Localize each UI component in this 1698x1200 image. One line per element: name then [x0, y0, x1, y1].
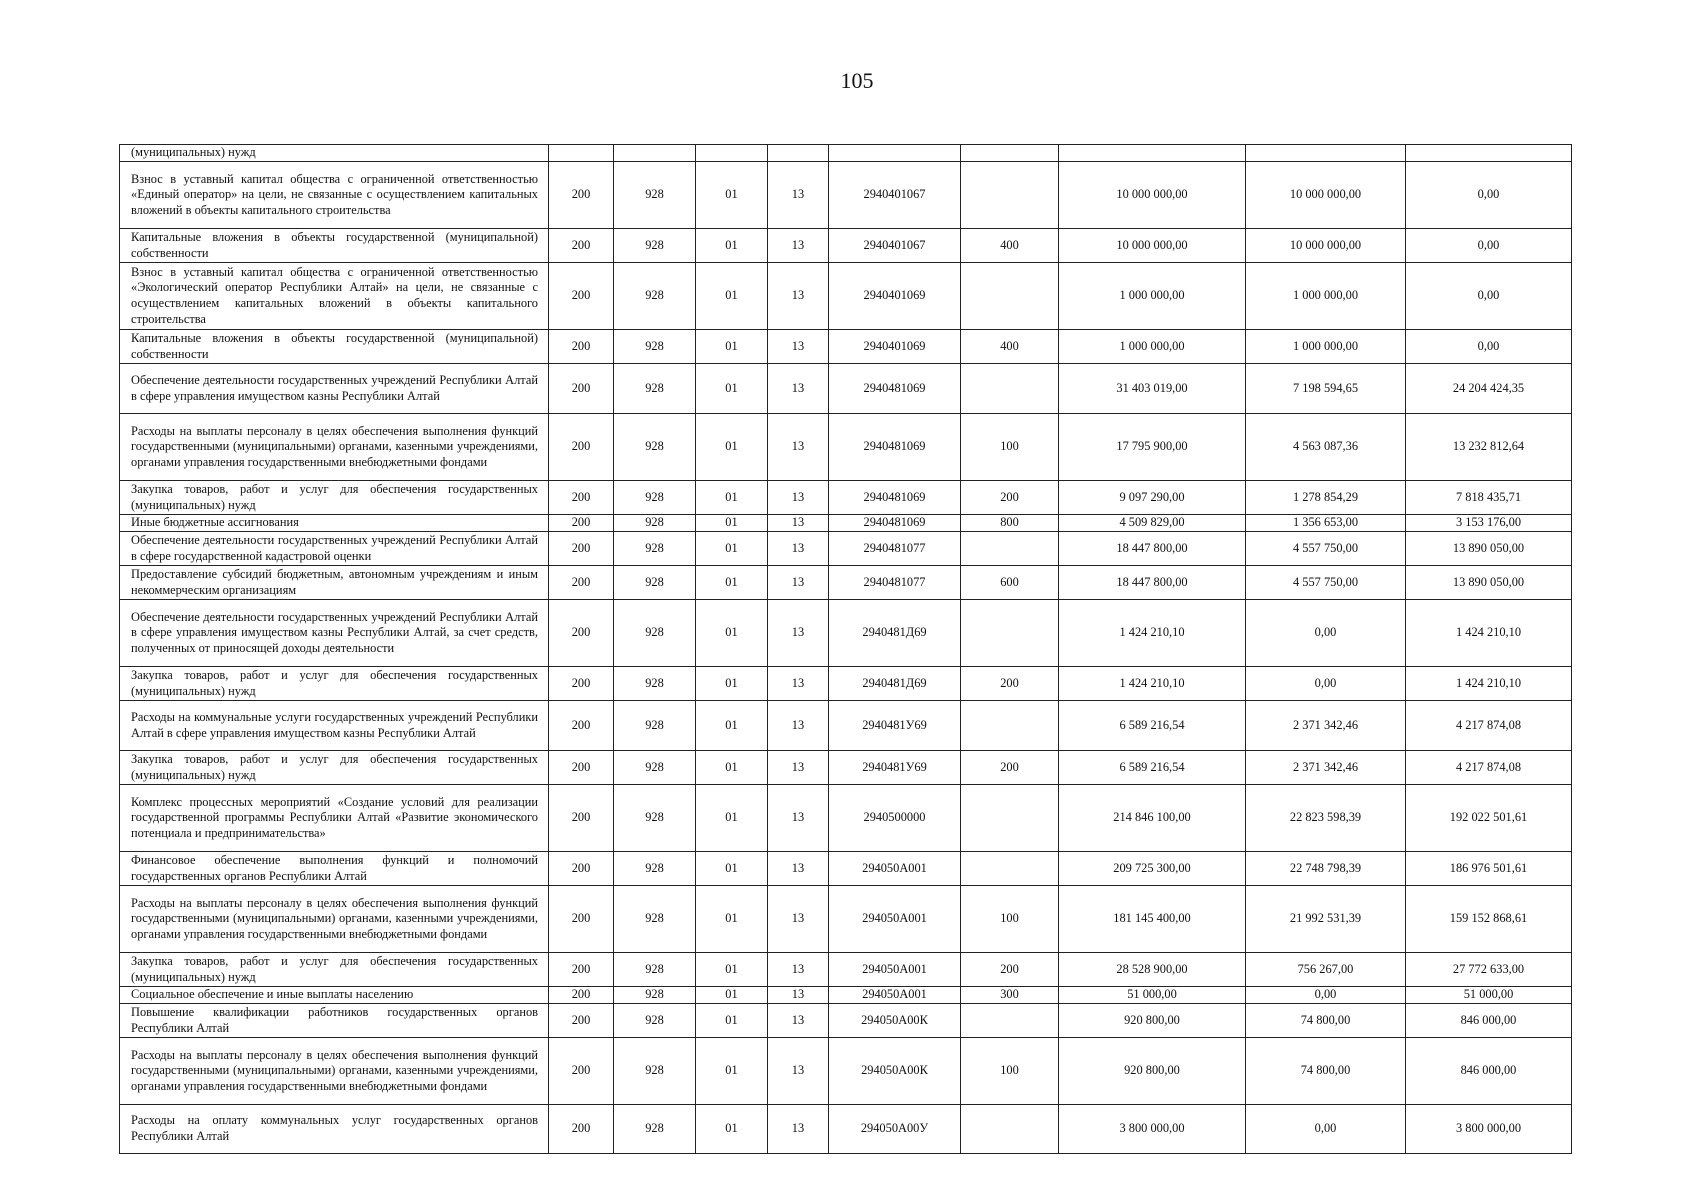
cell-expense-type: [961, 701, 1059, 751]
cell-subsection: 13: [768, 330, 829, 364]
cell-year2: 1 424 210,10: [1406, 600, 1572, 667]
cell-expense-type: 400: [961, 229, 1059, 263]
cell-year2: 27 772 633,00: [1406, 953, 1572, 987]
cell-year2: 0,00: [1406, 162, 1572, 229]
cell-target-article: 294050А001: [829, 886, 961, 953]
cell-name: Повышение квалификации работников государственных органов Республики Алтай: [120, 1004, 549, 1038]
cell-subsection: 13: [768, 263, 829, 330]
cell-target-article: 2940481У69: [829, 751, 961, 785]
cell-total: 209 725 300,00: [1059, 852, 1246, 886]
cell-subsection: 13: [768, 515, 829, 532]
cell-year2: 13 890 050,00: [1406, 566, 1572, 600]
cell-admin-code: [549, 145, 614, 162]
cell-admin-code: 200: [549, 330, 614, 364]
cell-target-article: 2940481Д69: [829, 667, 961, 701]
cell-section: [696, 145, 768, 162]
cell-year1: 756 267,00: [1246, 953, 1406, 987]
cell-year1: 1 000 000,00: [1246, 263, 1406, 330]
cell-total: 17 795 900,00: [1059, 414, 1246, 481]
cell-subsection: 13: [768, 701, 829, 751]
cell-year1: 0,00: [1246, 1105, 1406, 1154]
cell-admin-code: 200: [549, 515, 614, 532]
cell-admin-code: 200: [549, 263, 614, 330]
cell-section: 01: [696, 886, 768, 953]
cell-admin-code: 200: [549, 1004, 614, 1038]
table-row: [120, 886, 1572, 953]
cell-expense-type: 200: [961, 481, 1059, 515]
cell-target-article: 294050А00К: [829, 1038, 961, 1105]
cell-subsection: 13: [768, 785, 829, 852]
cell-name: (муниципальных) нужд: [120, 145, 549, 162]
table-row: [120, 701, 1572, 751]
cell-admin-code: 200: [549, 852, 614, 886]
cell-subsection: 13: [768, 667, 829, 701]
cell-total: 214 846 100,00: [1059, 785, 1246, 852]
cell-year2: 1 424 210,10: [1406, 667, 1572, 701]
cell-admin-code: 200: [549, 1038, 614, 1105]
cell-name: Расходы на выплаты персоналу в целях обеспечения выполнения функций государственными (муниципальными) органами, казенными учреждениями, органами управления государственными внебюджетными фондами: [120, 1038, 549, 1105]
cell-expense-type: 300: [961, 987, 1059, 1004]
cell-ministry-code: 928: [614, 667, 696, 701]
cell-ministry-code: 928: [614, 515, 696, 532]
cell-section: 01: [696, 263, 768, 330]
cell-year2: 13 890 050,00: [1406, 532, 1572, 566]
cell-year1: 0,00: [1246, 987, 1406, 1004]
table-row: [120, 145, 1572, 162]
cell-target-article: 2940401069: [829, 263, 961, 330]
cell-section: 01: [696, 953, 768, 987]
cell-target-article: 294050А00У: [829, 1105, 961, 1154]
cell-section: 01: [696, 566, 768, 600]
cell-year2: 0,00: [1406, 330, 1572, 364]
cell-total: 6 589 216,54: [1059, 701, 1246, 751]
table-row: [120, 600, 1572, 667]
cell-section: 01: [696, 701, 768, 751]
cell-total: 18 447 800,00: [1059, 532, 1246, 566]
cell-name: Взнос в уставный капитал общества с ограниченной ответственностью «Экологический оператор Республики Алтай» на цели, не связанные с осуществлением капитальных вложений в объекты капитального строительства: [120, 263, 549, 330]
cell-expense-type: 400: [961, 330, 1059, 364]
table-row: [120, 1105, 1572, 1154]
cell-expense-type: 800: [961, 515, 1059, 532]
cell-admin-code: 200: [549, 532, 614, 566]
cell-subsection: 13: [768, 229, 829, 263]
table-row: [120, 263, 1572, 330]
cell-name: Расходы на выплаты персоналу в целях обеспечения выполнения функций государственными (муниципальными) органами, казенными учреждениями, органами управления государственными внебюджетными фондами: [120, 886, 549, 953]
cell-target-article: [829, 145, 961, 162]
cell-target-article: 294050А00К: [829, 1004, 961, 1038]
cell-expense-type: 100: [961, 886, 1059, 953]
cell-admin-code: 200: [549, 667, 614, 701]
cell-expense-type: [961, 1105, 1059, 1154]
table-row: [120, 1004, 1572, 1038]
cell-subsection: 13: [768, 751, 829, 785]
cell-expense-type: [961, 785, 1059, 852]
table-row: [120, 229, 1572, 263]
table-row: [120, 852, 1572, 886]
cell-admin-code: 200: [549, 785, 614, 852]
cell-year1: 10 000 000,00: [1246, 162, 1406, 229]
cell-subsection: 13: [768, 600, 829, 667]
cell-name: Взнос в уставный капитал общества с ограниченной ответственностью «Единый оператор» на цели, не связанные с осуществлением капитальных вложений в объекты капитального строительства: [120, 162, 549, 229]
cell-admin-code: 200: [549, 886, 614, 953]
cell-target-article: 2940401069: [829, 330, 961, 364]
cell-section: 01: [696, 515, 768, 532]
cell-ministry-code: 928: [614, 785, 696, 852]
cell-name: Иные бюджетные ассигнования: [120, 515, 549, 532]
cell-admin-code: 200: [549, 1105, 614, 1154]
page-number: 105: [840, 68, 874, 93]
cell-subsection: 13: [768, 364, 829, 414]
cell-expense-type: 200: [961, 667, 1059, 701]
cell-name: Обеспечение деятельности государственных учреждений Республики Алтай в сфере управления имуществом казны Республики Алтай, за счет средств, полученных от приносящей доходы деятельности: [120, 600, 549, 667]
table-row: [120, 1038, 1572, 1105]
cell-name: Комплекс процессных мероприятий «Создание условий для реализации государственной программы Республики Алтай «Развитие экономического потенциала и предпринимательства»: [120, 785, 549, 852]
cell-ministry-code: 928: [614, 330, 696, 364]
cell-year2: 13 232 812,64: [1406, 414, 1572, 481]
cell-expense-type: [961, 364, 1059, 414]
table-row: [120, 515, 1572, 532]
cell-ministry-code: 928: [614, 1105, 696, 1154]
cell-subsection: 13: [768, 532, 829, 566]
cell-year1: 74 800,00: [1246, 1004, 1406, 1038]
cell-admin-code: 200: [549, 953, 614, 987]
cell-year1: 4 563 087,36: [1246, 414, 1406, 481]
cell-year1: 21 992 531,39: [1246, 886, 1406, 953]
cell-year1: 1 356 653,00: [1246, 515, 1406, 532]
budget-table: [119, 144, 1572, 1154]
cell-ministry-code: 928: [614, 414, 696, 481]
cell-target-article: 2940401067: [829, 162, 961, 229]
cell-admin-code: 200: [549, 566, 614, 600]
cell-year2: 846 000,00: [1406, 1004, 1572, 1038]
cell-section: 01: [696, 1004, 768, 1038]
table-body: [120, 145, 1572, 1154]
table-row: [120, 751, 1572, 785]
cell-total: 31 403 019,00: [1059, 364, 1246, 414]
cell-expense-type: 200: [961, 751, 1059, 785]
cell-target-article: 2940481069: [829, 414, 961, 481]
cell-year1: 1 000 000,00: [1246, 330, 1406, 364]
cell-total: 28 528 900,00: [1059, 953, 1246, 987]
cell-ministry-code: 928: [614, 229, 696, 263]
cell-ministry-code: 928: [614, 566, 696, 600]
cell-year2: [1406, 145, 1572, 162]
cell-total: 1 424 210,10: [1059, 600, 1246, 667]
cell-section: 01: [696, 414, 768, 481]
cell-year2: 192 022 501,61: [1406, 785, 1572, 852]
cell-expense-type: [961, 162, 1059, 229]
cell-subsection: 13: [768, 1004, 829, 1038]
cell-year1: 4 557 750,00: [1246, 532, 1406, 566]
cell-total: 9 097 290,00: [1059, 481, 1246, 515]
cell-year2: 0,00: [1406, 229, 1572, 263]
table-row: [120, 785, 1572, 852]
cell-total: 920 800,00: [1059, 1004, 1246, 1038]
cell-subsection: 13: [768, 886, 829, 953]
cell-subsection: 13: [768, 566, 829, 600]
cell-section: 01: [696, 751, 768, 785]
cell-ministry-code: 928: [614, 852, 696, 886]
cell-target-article: 294050А001: [829, 852, 961, 886]
cell-admin-code: 200: [549, 229, 614, 263]
cell-name: Закупка товаров, работ и услуг для обеспечения государственных (муниципальных) нужд: [120, 751, 549, 785]
cell-name: Предоставление субсидий бюджетным, автономным учреждениям и иным некоммерческим организациям: [120, 566, 549, 600]
cell-subsection: 13: [768, 1038, 829, 1105]
cell-section: 01: [696, 1038, 768, 1105]
cell-year2: 846 000,00: [1406, 1038, 1572, 1105]
cell-section: 01: [696, 1105, 768, 1154]
cell-expense-type: [961, 1004, 1059, 1038]
cell-subsection: 13: [768, 852, 829, 886]
cell-total: 3 800 000,00: [1059, 1105, 1246, 1154]
cell-subsection: 13: [768, 162, 829, 229]
cell-target-article: 2940481069: [829, 481, 961, 515]
table-row: [120, 330, 1572, 364]
cell-ministry-code: 928: [614, 1004, 696, 1038]
cell-year2: 51 000,00: [1406, 987, 1572, 1004]
cell-ministry-code: [614, 145, 696, 162]
cell-subsection: 13: [768, 987, 829, 1004]
cell-admin-code: 200: [549, 987, 614, 1004]
cell-total: 10 000 000,00: [1059, 229, 1246, 263]
cell-year1: 10 000 000,00: [1246, 229, 1406, 263]
cell-year1: 0,00: [1246, 667, 1406, 701]
cell-name: Закупка товаров, работ и услуг для обеспечения государственных (муниципальных) нужд: [120, 953, 549, 987]
cell-name: Социальное обеспечение и иные выплаты населению: [120, 987, 549, 1004]
cell-name: Закупка товаров, работ и услуг для обеспечения государственных (муниципальных) нужд: [120, 667, 549, 701]
cell-name: Капитальные вложения в объекты государственной (муниципальной) собственности: [120, 229, 549, 263]
cell-expense-type: [961, 532, 1059, 566]
cell-section: 01: [696, 600, 768, 667]
cell-ministry-code: 928: [614, 751, 696, 785]
cell-total: 1 000 000,00: [1059, 263, 1246, 330]
cell-name: Расходы на оплату коммунальных услуг государственных органов Республики Алтай: [120, 1105, 549, 1154]
cell-year1: 22 748 798,39: [1246, 852, 1406, 886]
cell-year1: 4 557 750,00: [1246, 566, 1406, 600]
cell-total: 181 145 400,00: [1059, 886, 1246, 953]
cell-name: Обеспечение деятельности государственных учреждений Республики Алтай в сфере управления имуществом казны Республики Алтай: [120, 364, 549, 414]
cell-section: 01: [696, 987, 768, 1004]
cell-section: 01: [696, 667, 768, 701]
cell-name: Капитальные вложения в объекты государственной (муниципальной) собственности: [120, 330, 549, 364]
cell-total: 920 800,00: [1059, 1038, 1246, 1105]
cell-admin-code: 200: [549, 162, 614, 229]
cell-name: Расходы на коммунальные услуги государственных учреждений Республики Алтай в сфере управления имуществом казны Республики Алтай: [120, 701, 549, 751]
cell-year2: 3 800 000,00: [1406, 1105, 1572, 1154]
cell-ministry-code: 928: [614, 481, 696, 515]
table-row: [120, 481, 1572, 515]
cell-expense-type: [961, 852, 1059, 886]
cell-year1: 22 823 598,39: [1246, 785, 1406, 852]
cell-total: 4 509 829,00: [1059, 515, 1246, 532]
cell-target-article: 2940481077: [829, 532, 961, 566]
cell-total: 1 000 000,00: [1059, 330, 1246, 364]
table-row: [120, 987, 1572, 1004]
cell-section: 01: [696, 364, 768, 414]
cell-admin-code: 200: [549, 364, 614, 414]
cell-target-article: 2940481Д69: [829, 600, 961, 667]
cell-target-article: 2940481077: [829, 566, 961, 600]
cell-subsection: 13: [768, 953, 829, 987]
cell-subsection: [768, 145, 829, 162]
table-row: [120, 667, 1572, 701]
cell-expense-type: 200: [961, 953, 1059, 987]
cell-admin-code: 200: [549, 600, 614, 667]
cell-section: 01: [696, 785, 768, 852]
cell-name: Обеспечение деятельности государственных учреждений Республики Алтай в сфере государственной кадастровой оценки: [120, 532, 549, 566]
cell-section: 01: [696, 532, 768, 566]
cell-total: 6 589 216,54: [1059, 751, 1246, 785]
cell-target-article: 294050А001: [829, 987, 961, 1004]
cell-year2: 159 152 868,61: [1406, 886, 1572, 953]
cell-name: Финансовое обеспечение выполнения функций и полномочий государственных органов Республики Алтай: [120, 852, 549, 886]
cell-expense-type: 600: [961, 566, 1059, 600]
cell-target-article: 2940481У69: [829, 701, 961, 751]
table-row: [120, 414, 1572, 481]
cell-section: 01: [696, 852, 768, 886]
cell-year2: 3 153 176,00: [1406, 515, 1572, 532]
cell-ministry-code: 928: [614, 1038, 696, 1105]
cell-name: Закупка товаров, работ и услуг для обеспечения государственных (муниципальных) нужд: [120, 481, 549, 515]
cell-target-article: 294050А001: [829, 953, 961, 987]
cell-expense-type: 100: [961, 1038, 1059, 1105]
cell-year1: 1 278 854,29: [1246, 481, 1406, 515]
cell-year2: 24 204 424,35: [1406, 364, 1572, 414]
cell-target-article: 2940401067: [829, 229, 961, 263]
cell-ministry-code: 928: [614, 364, 696, 414]
cell-target-article: 2940481069: [829, 515, 961, 532]
cell-total: [1059, 145, 1246, 162]
cell-ministry-code: 928: [614, 987, 696, 1004]
cell-ministry-code: 928: [614, 953, 696, 987]
table-row: [120, 953, 1572, 987]
cell-subsection: 13: [768, 1105, 829, 1154]
cell-expense-type: [961, 263, 1059, 330]
cell-subsection: 13: [768, 414, 829, 481]
table-row: [120, 162, 1572, 229]
cell-subsection: 13: [768, 481, 829, 515]
cell-year1: 7 198 594,65: [1246, 364, 1406, 414]
cell-ministry-code: 928: [614, 886, 696, 953]
cell-target-article: 2940481069: [829, 364, 961, 414]
cell-year2: 7 818 435,71: [1406, 481, 1572, 515]
cell-expense-type: [961, 600, 1059, 667]
cell-total: 18 447 800,00: [1059, 566, 1246, 600]
cell-section: 01: [696, 229, 768, 263]
cell-section: 01: [696, 162, 768, 229]
cell-section: 01: [696, 330, 768, 364]
cell-expense-type: 100: [961, 414, 1059, 481]
cell-expense-type: [961, 145, 1059, 162]
cell-year2: 4 217 874,08: [1406, 701, 1572, 751]
cell-total: 10 000 000,00: [1059, 162, 1246, 229]
cell-admin-code: 200: [549, 414, 614, 481]
cell-year1: 2 371 342,46: [1246, 751, 1406, 785]
cell-year2: 0,00: [1406, 263, 1572, 330]
cell-admin-code: 200: [549, 481, 614, 515]
cell-ministry-code: 928: [614, 532, 696, 566]
cell-year1: 0,00: [1246, 600, 1406, 667]
cell-year1: 2 371 342,46: [1246, 701, 1406, 751]
cell-year1: [1246, 145, 1406, 162]
cell-year2: 4 217 874,08: [1406, 751, 1572, 785]
cell-name: Расходы на выплаты персоналу в целях обеспечения выполнения функций государственными (муниципальными) органами, казенными учреждениями, органами управления государственными внебюджетными фондами: [120, 414, 549, 481]
table-row: [120, 566, 1572, 600]
table-row: [120, 364, 1572, 414]
cell-total: 51 000,00: [1059, 987, 1246, 1004]
cell-admin-code: 200: [549, 751, 614, 785]
cell-ministry-code: 928: [614, 600, 696, 667]
cell-year2: 186 976 501,61: [1406, 852, 1572, 886]
cell-section: 01: [696, 481, 768, 515]
cell-ministry-code: 928: [614, 263, 696, 330]
cell-ministry-code: 928: [614, 162, 696, 229]
table-row: [120, 532, 1572, 566]
cell-year1: 74 800,00: [1246, 1038, 1406, 1105]
cell-ministry-code: 928: [614, 701, 696, 751]
cell-target-article: 2940500000: [829, 785, 961, 852]
cell-total: 1 424 210,10: [1059, 667, 1246, 701]
cell-admin-code: 200: [549, 701, 614, 751]
